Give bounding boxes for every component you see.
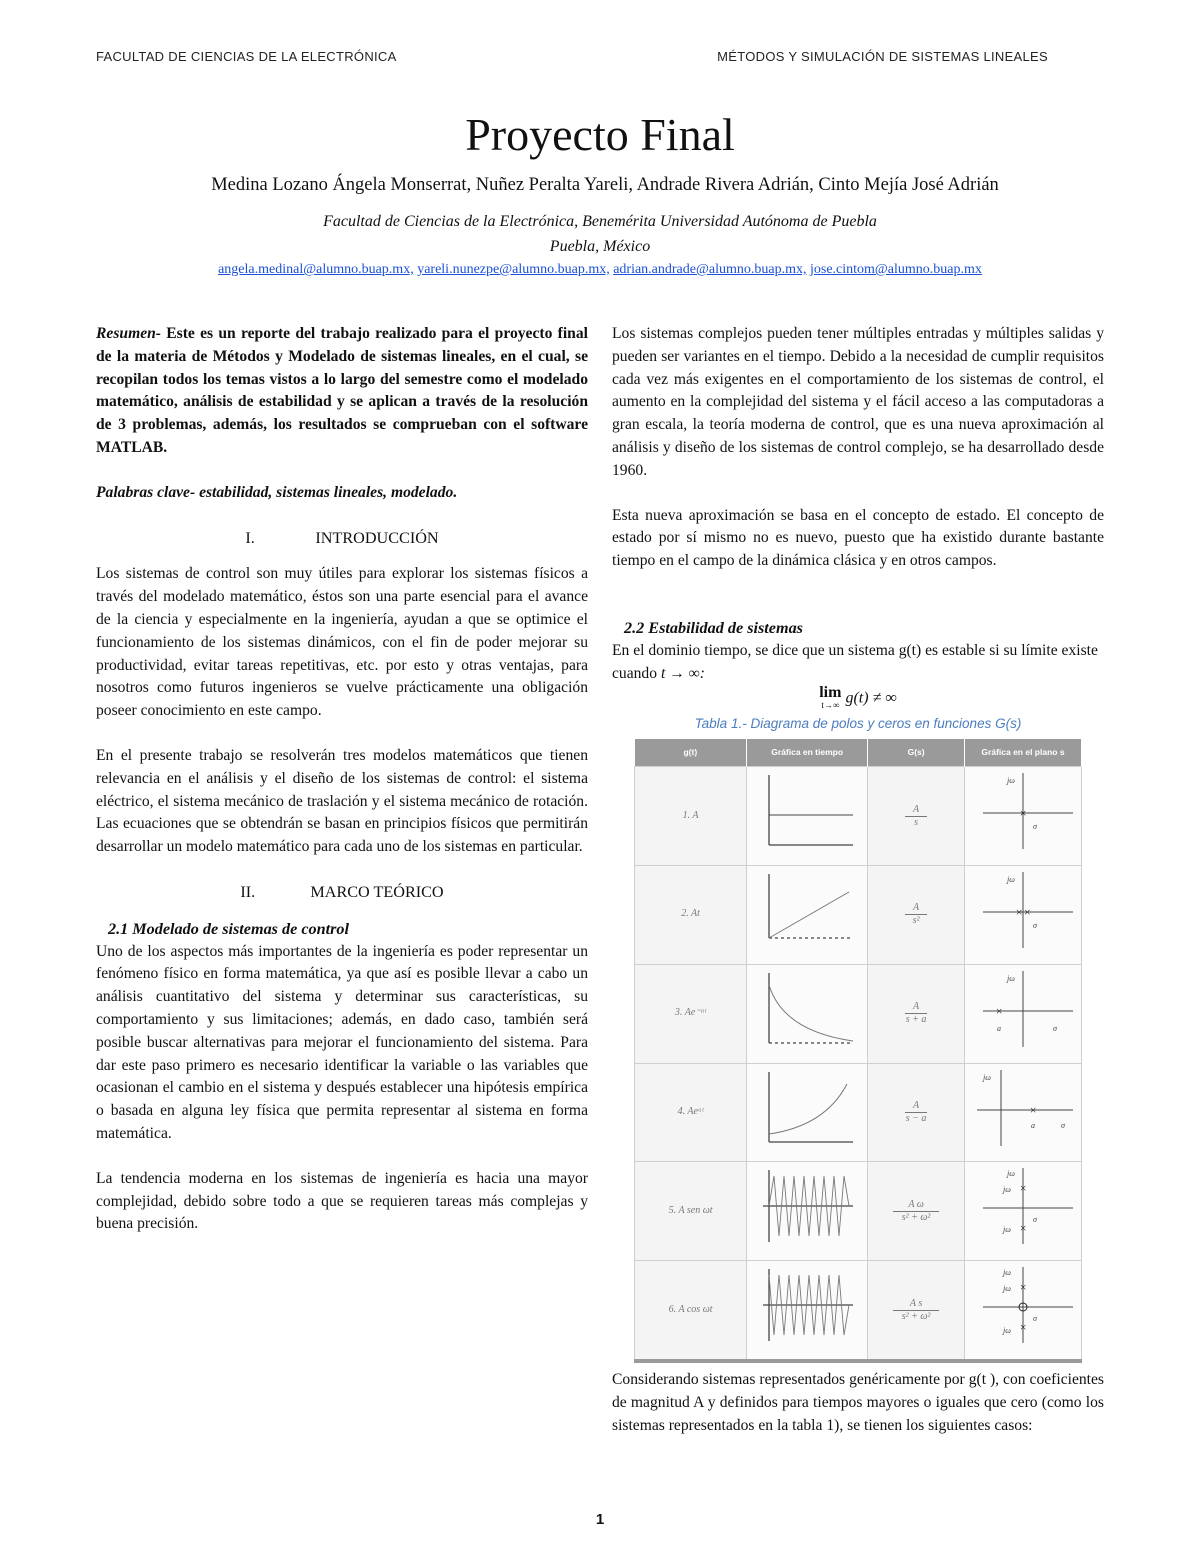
s-plane-plot <box>965 1261 1081 1349</box>
svg-text:σ: σ <box>1053 1023 1057 1033</box>
gs-denominator: s <box>914 816 919 828</box>
table-row <box>635 1162 1082 1261</box>
svg-text:jω: jω <box>1003 1326 1011 1336</box>
affiliation-line1: Facultad de Ciencias de la Electrónica, Benemérita Universidad Autónoma de Puebla <box>323 213 877 230</box>
time-plot-cell <box>747 1162 868 1261</box>
gt-cell: 6. A cos ωt <box>635 1261 747 1361</box>
svg-text:a: a <box>997 1023 1001 1033</box>
marco-paragraph-2: La tendencia moderna en los sistemas de ingeniería es hacia una mayor complejidad, debido sobre todo a que se requieren tareas más complejas y buena precisión. <box>96 1169 588 1233</box>
gs-cell <box>868 1162 965 1261</box>
time-plot-decay <box>749 965 865 1053</box>
s-plane-plot <box>965 1162 1081 1250</box>
gs-denominator: s − a <box>905 1112 927 1124</box>
time-plot-ramp <box>749 866 865 954</box>
gs-cell <box>868 865 965 964</box>
time-plot-cell <box>747 1063 868 1162</box>
table-header: g(t) <box>635 739 747 767</box>
email-list <box>0 262 1200 278</box>
svg-text:×: × <box>995 1003 1004 1018</box>
svg-text:σ: σ <box>1033 1314 1037 1324</box>
paper-title: Proyecto Final <box>465 109 735 160</box>
formula-lim-word: lim <box>819 684 842 702</box>
gs-denominator: s² + ω² <box>901 1310 931 1322</box>
table-header-row <box>635 739 1082 767</box>
s-plane-cell <box>965 865 1082 964</box>
time-plot-cell <box>747 1261 868 1361</box>
limit-formula <box>612 684 1104 711</box>
marco-paragraph-4: Esta nueva aproximación se basa en el concepto de estado. El concepto de estado por sí mismo no es nuevo, puesto que ha existido durante bastante tiempo en el campo de la dinámica clásica y en otros campos. <box>612 506 1104 570</box>
subsection-heading-2-2: 2.2 Estabilidad de sistemas <box>624 618 803 637</box>
formula-rest: g(t) ≠ ∞ <box>841 690 897 708</box>
marco-paragraph-1: Uno de los aspectos más importantes de la ingeniería es poder representar un fenómeno físico en forma matemática, ya que así es posible llevar a cabo un análisis cuantitativo del sistema y determinar sus características, su comportamiento y sus limitaciones; además, en dado caso, también será posible buscar alternativas para mejorar el funcionamiento del sistema. Para dar este paso primero es necesario identificar la variable o las variables que ocasionan el cambio en el sistema y después establecer una hipótesis empírica o basada en alguna ley física que permita representar al sistema en forma matemática. <box>96 942 588 1142</box>
header-right: MÉTODOS Y SIMULACIÓN DE SISTEMAS LINEALES <box>717 49 1048 64</box>
svg-text:jω: jω <box>1003 1225 1011 1235</box>
gs-denominator: s² <box>912 915 920 927</box>
s-plane-cell <box>965 1261 1082 1361</box>
formula-lim-sub: t→∞ <box>821 700 840 711</box>
section-number: II. <box>240 882 256 901</box>
time-plot-cell <box>747 767 868 866</box>
gs-numerator: A <box>905 1100 927 1113</box>
gs-cell <box>868 964 965 1063</box>
svg-text:σ: σ <box>1033 1215 1037 1225</box>
formula-lim <box>819 684 842 711</box>
gs-cell <box>868 1063 965 1162</box>
svg-text:jω: jω <box>1003 1284 1011 1294</box>
cases-paragraph: Considerando sistemas representados genéricamente por g(t ), con coeficientes de magnitud A y definidos para tiempos mayores o iguales que cero (como los sistemas representados en la tabla 1), se tienen los siguientes casos: <box>612 1370 1104 1434</box>
svg-text:jω: jω <box>1007 973 1015 983</box>
stability-limit-var: t → ∞: <box>660 664 705 682</box>
abstract-text: Este es un reporte del trabajo realizado para el proyecto final de la materia de Métodos y Modelado de sistemas lineales, en el cual, se recopilan todos los temas vistos a lo largo del semestre como el modelado matemático, análisis de estabilidad y se aplican a través de la resolución de 3 problemas, además, los resultados se comprueban con el software MATLAB. <box>96 325 588 456</box>
gs-numerator: A s <box>893 1298 939 1311</box>
time-plot-cell <box>747 865 868 964</box>
abstract-lead: Resumen- <box>96 325 161 342</box>
keywords: Palabras clave- estabilidad, sistemas lineales, modelado. <box>96 483 458 501</box>
section-heading-intro <box>96 527 588 550</box>
gs-numerator: A <box>905 1001 927 1014</box>
page-number: 1 <box>595 1511 605 1528</box>
svg-text:jω: jω <box>1003 1185 1011 1195</box>
abstract <box>96 323 588 460</box>
s-plane-plot <box>965 1064 1081 1152</box>
left-column <box>96 323 588 1236</box>
authors: Medina Lozano Ángela Monserrat, Nuñez Peralta Yareli, Andrade Rivera Adrián, Cinto Mejía José Adrián <box>211 175 999 195</box>
svg-text:×: × <box>1029 1102 1038 1117</box>
table-row <box>635 865 1082 964</box>
s-plane-cell <box>965 1063 1082 1162</box>
svg-text:×: × <box>1019 1221 1028 1236</box>
intro-paragraph-1: Los sistemas de control son muy útiles para explorar los sistemas físicos a través del modelado matemático, éstos son una parte esencial para el avance de la ciencia y especialmente en la ingeniería, ayudan a que se optimice el funcionamiento de los sistemas dinámicos, con el fin de poder mejorar su productividad, evitar tareas repetitivas, etc. por esto y otras ventajas, para nosotros como futuros ingenieros se vuelve prácticamente una obligación poseer conocimiento en este campo. <box>96 565 588 720</box>
section-title: INTRODUCCIÓN <box>315 528 439 547</box>
gt-cell: 2. At <box>635 865 747 964</box>
svg-text:××: ×× <box>1015 904 1032 919</box>
email-link[interactable]: adrian.andrade@alumno.buap.mx, <box>613 262 807 277</box>
s-plane-cell <box>965 1162 1082 1261</box>
table-row <box>635 1063 1082 1162</box>
time-plot-growth <box>749 1064 865 1152</box>
table-caption: Tabla 1.- Diagrama de polos y ceros en funciones G(s) <box>694 716 1022 732</box>
s-plane-plot <box>965 767 1081 855</box>
gt-cell: 1. A <box>635 767 747 866</box>
table-header: G(s) <box>868 739 965 767</box>
table-header: Gráfica en el plano s <box>965 739 1082 767</box>
svg-text:σ: σ <box>1033 920 1037 930</box>
gs-denominator: s² + ω² <box>901 1211 931 1223</box>
svg-text:×: × <box>1019 1280 1028 1295</box>
time-plot-cosine <box>749 1261 865 1349</box>
table-row <box>635 1261 1082 1361</box>
gs-cell <box>868 767 965 866</box>
email-link[interactable]: yareli.nunezpe@alumno.buap.mx, <box>417 262 610 277</box>
gt-cell: 4. Aeᵃᵗ <box>635 1063 747 1162</box>
s-plane-plot <box>965 866 1081 954</box>
svg-text:jω: jω <box>1007 1169 1015 1179</box>
svg-text:jω: jω <box>1003 1268 1011 1278</box>
svg-text:σ: σ <box>1033 822 1037 832</box>
svg-text:jω: jω <box>983 1072 991 1082</box>
affiliation-line2: Puebla, México <box>549 238 651 255</box>
svg-text:a: a <box>1031 1120 1035 1130</box>
gt-cell: 5. A sen ωt <box>635 1162 747 1261</box>
table-row <box>635 964 1082 1063</box>
s-plane-cell <box>965 964 1082 1063</box>
time-plot-step <box>749 767 865 855</box>
time-plot-sine <box>749 1162 865 1250</box>
s-plane-plot <box>965 965 1081 1053</box>
email-link[interactable]: jose.cintom@alumno.buap.mx <box>809 262 982 277</box>
right-column <box>612 323 1104 1437</box>
gs-denominator: s + a <box>905 1014 927 1026</box>
table-row <box>635 767 1082 866</box>
header-left: FACULTAD DE CIENCIAS DE LA ELECTRÓNICA <box>96 49 397 64</box>
svg-text:×: × <box>1019 806 1028 821</box>
table-header: Gráfica en tiempo <box>747 739 868 767</box>
gs-numerator: A <box>905 902 927 915</box>
email-link[interactable]: angela.medinal@alumno.buap.mx, <box>218 262 414 277</box>
stability-paragraph <box>612 640 1104 686</box>
svg-text:jω: jω <box>1007 874 1015 884</box>
gt-cell: 3. Ae⁻ᵃᵗ <box>635 964 747 1063</box>
time-plot-cell <box>747 964 868 1063</box>
svg-text:×: × <box>1019 1181 1028 1196</box>
svg-text:×: × <box>1019 1320 1028 1335</box>
poles-zeros-table <box>634 739 1082 1363</box>
section-heading-marco <box>96 881 588 904</box>
subsection-heading-2-1: 2.1 Modelado de sistemas de control <box>108 919 350 938</box>
svg-text:σ: σ <box>1061 1120 1065 1130</box>
gs-cell <box>868 1261 965 1361</box>
gs-numerator: A <box>905 804 927 817</box>
section-title: MARCO TEÓRICO <box>310 882 444 901</box>
stability-text: En el dominio tiempo, se dice que un sistema g(t) es estable si su límite existe cuando <box>612 641 1098 682</box>
gs-numerator: A ω <box>893 1199 939 1212</box>
section-number: I. <box>245 528 255 547</box>
svg-text:jω: jω <box>1007 776 1015 786</box>
marco-paragraph-3: Los sistemas complejos pueden tener múltiples entradas y múltiples salidas y pueden ser variantes en el tiempo. Debido a la necesidad de cumplir requisitos cada vez más exigentes en el comportamiento de los sistemas de control, el aumento en la complejidad del sistema y el fácil acceso a las computadoras a gran escala, la teoría moderna de control, que es una nueva aproximación al análisis y diseño de los sistemas de control complejo, se ha desarrollado desde 1960. <box>612 325 1104 479</box>
s-plane-cell <box>965 767 1082 866</box>
intro-paragraph-2: En el presente trabajo se resolverán tres modelos matemáticos que tienen relevancia en el análisis y el diseño de los sistemas de control: el sistema eléctrico, el sistema mecánico de traslación y el sistema mecánico de rotación. Las ecuaciones que se obtendrán se basan en principios físicos que permitirán desarrollar un modelo matemático para cada uno de los sistemas en particular. <box>96 746 588 856</box>
